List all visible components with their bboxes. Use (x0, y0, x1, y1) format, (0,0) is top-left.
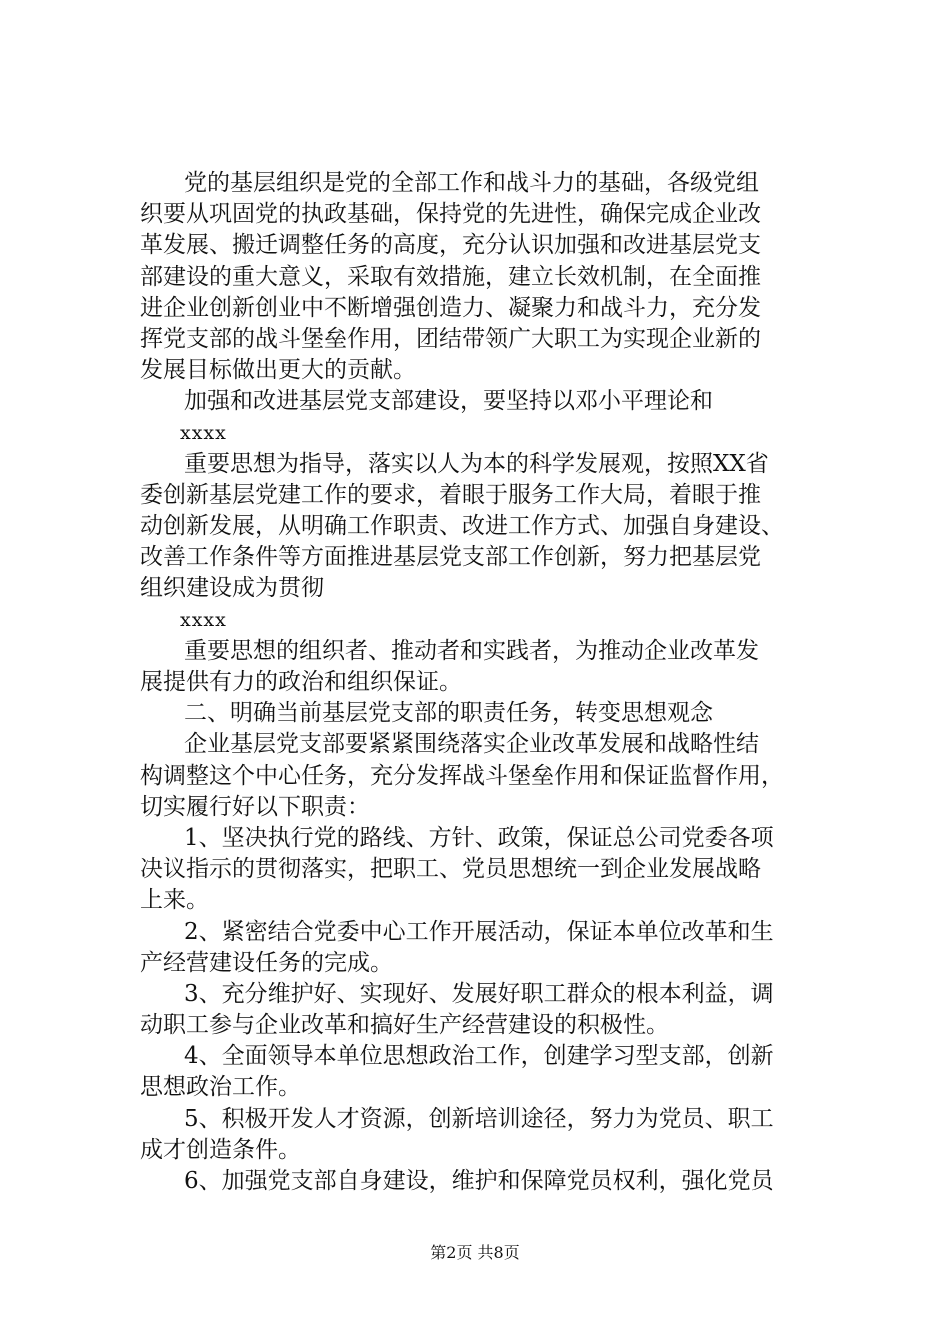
text-line: 发展目标做出更大的贡献。 (140, 357, 416, 384)
text-line: 动创新发展，从明确工作职责、改进工作方式、加强自身建设、 (140, 513, 784, 540)
text-line: 展提供有力的政治和组织保证。 (140, 669, 462, 695)
text-line: 重要思想的组织者、推动者和实践者，为推动企业改革发 (184, 637, 759, 664)
text-line: 构调整这个中心任务，充分发挥战斗堡垒作用和保证监督作用， (140, 762, 784, 789)
text-line: 织要从巩固党的执政基础，保持党的先进性，确保完成企业改 (140, 201, 761, 228)
page-footer: 第2页 共8页 (430, 1243, 520, 1262)
text-line: 3、充分维护好、实现好、发展好职工群众的根本利益，调 (184, 980, 774, 1007)
text-line: 动职工参与企业改革和搞好生产经营建设的积极性。 (140, 1012, 669, 1039)
text-line: 部建设的重大意义，采取有效措施，建立长效机制，在全面推 (140, 263, 761, 290)
text-line: 加强和改进基层党支部建设，要坚持以邓小平理论和 (184, 388, 713, 415)
text-line: 决议指示的贯彻落实，把职工、党员思想统一到企业发展战略 (140, 856, 761, 883)
text-line: 1、坚决执行党的路线、方针、政策，保证总公司党委各项 (184, 824, 774, 851)
text-line: 4、全面领导本单位思想政治工作，创建学习型支部，创新 (184, 1043, 774, 1070)
text-line: 二、明确当前基层党支部的职责任务，转变思想观念 (184, 700, 713, 727)
text-line: 进企业创新创业中不断增强创造力、凝聚力和战斗力，充分发 (140, 294, 761, 321)
placeholder-line: xxxx (180, 421, 227, 444)
text-line: 思想政治工作。 (140, 1074, 301, 1101)
document-body (140, 168, 840, 1197)
text-line: 6、加强党支部自身建设，维护和保障党员权利，强化党员 (184, 1168, 774, 1194)
text-line: 重要思想为指导，落实以人为本的科学发展观，按照XX省 (184, 450, 769, 477)
placeholder-line: xxxx (180, 608, 227, 631)
text-line: 切实履行好以下职责： (140, 793, 370, 820)
text-line: 委创新基层党建工作的要求，着眼于服务工作大局，着眼于推 (140, 481, 761, 508)
text-line: 5、积极开发人才资源，创新培训途径，努力为党员、职工 (184, 1105, 774, 1132)
text-line: 挥党支部的战斗堡垒作用，团结带领广大职工为实现企业新的 (140, 325, 761, 352)
text-line: 企业基层党支部要紧紧围绕落实企业改革发展和战略性结 (184, 731, 759, 758)
text-line: 改善工作条件等方面推进基层党支部工作创新，努力把基层党 (140, 544, 761, 571)
text-line: 上来。 (140, 887, 209, 914)
text-line: 产经营建设任务的完成。 (140, 949, 393, 976)
text-line: 党的基层组织是党的全部工作和战斗力的基础，各级党组 (184, 170, 759, 196)
text-line: 革发展、搬迁调整任务的高度，充分认识加强和改进基层党支 (140, 232, 761, 259)
text-line: 2、紧密结合党委中心工作开展活动，保证本单位改革和生 (184, 918, 774, 945)
text-line: 组织建设成为贯彻 (140, 575, 324, 602)
text-line: 成才创造条件。 (140, 1136, 301, 1163)
